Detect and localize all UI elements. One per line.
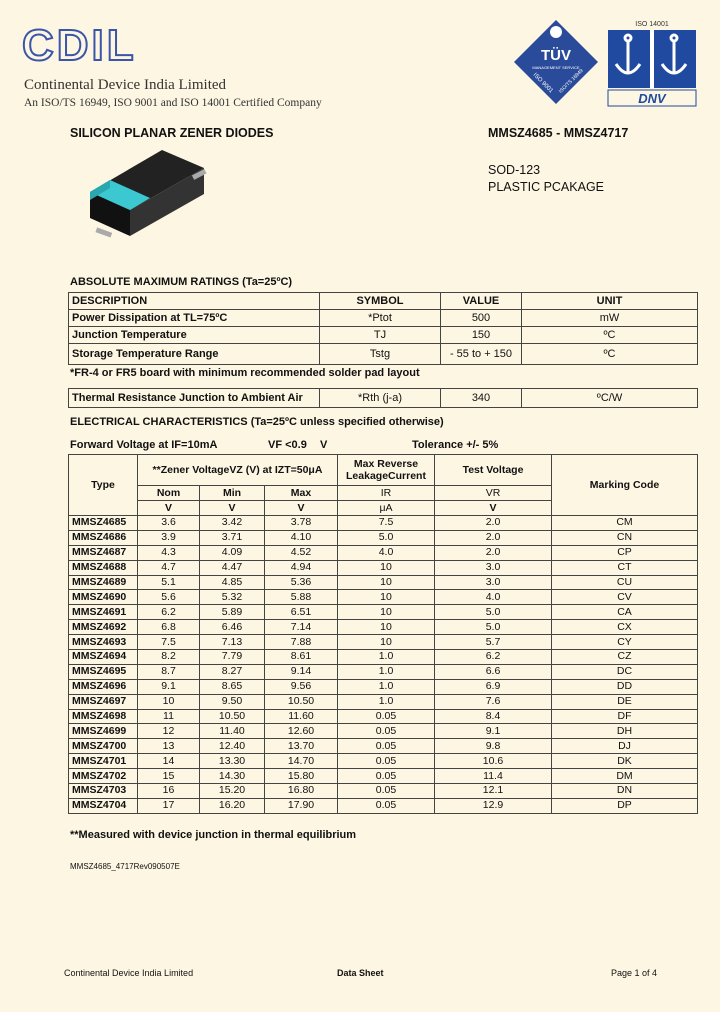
cell-value: 11.60 [265,709,338,724]
cell-value: 5.89 [200,605,265,620]
cell-value: 5.1 [138,575,200,590]
cell-value: 4.47 [200,560,265,575]
iso9001-text: ISO 9001 [531,72,554,95]
table-row [69,620,698,635]
certification-line: An ISO/TS 16949, ISO 9001 and ISO 14001 Certified Company [24,97,322,109]
cell-value: 4.3 [138,545,200,560]
col-description: DESCRIPTION [69,293,320,310]
table-row [69,545,698,560]
table-row [69,694,698,709]
table-row [69,798,698,813]
cell-type: MMSZ4701 [69,754,138,769]
table-row: Storage Temperature Range Tstg - 55 to + 150 ºC [69,344,698,365]
cell-value: 3.42 [200,516,265,531]
col-zener-voltage: **Zener VoltageVZ (V) at IZT=50μA [138,455,338,486]
cell-value: 13.30 [200,754,265,769]
col-value: VALUE [441,293,522,310]
cell-value: 17.90 [265,798,338,813]
cell-value: 9.50 [200,694,265,709]
cell-value: 6.9 [435,679,552,694]
cell-type: MMSZ4689 [69,575,138,590]
cell-value: 5.32 [200,590,265,605]
cell-value: 3.0 [435,575,552,590]
table-row [69,560,698,575]
table-row [69,739,698,754]
cell-value: 5.0 [338,530,435,545]
dnv-certification-badge [606,18,698,108]
cell-value: 0.05 [338,739,435,754]
cell-value: 3.9 [138,530,200,545]
cell-value: 6.46 [200,620,265,635]
cell-value: DD [552,679,698,694]
cell-value: 8.4 [435,709,552,724]
cell-value: 1.0 [338,664,435,679]
cell-value: 16.20 [200,798,265,813]
product-family-title: SILICON PLANAR ZENER DIODES [70,126,274,140]
cell-value: 10.6 [435,754,552,769]
cell-value: 10 [338,590,435,605]
col-unit: UNIT [522,293,698,310]
cell-value: 15 [138,769,200,784]
cell-value: 8.2 [138,650,200,665]
cell-value: 7.5 [338,516,435,531]
cell-value: 7.88 [265,635,338,650]
cell-type: MMSZ4699 [69,724,138,739]
cell-value: 11 [138,709,200,724]
part-range-title: MMSZ4685 - MMSZ4717 [488,126,629,140]
cell-type: MMSZ4694 [69,650,138,665]
cell-type: MMSZ4704 [69,798,138,813]
cell-value: 4.09 [200,545,265,560]
cell-type: MMSZ4695 [69,664,138,679]
document-code: MMSZ4685_4717Rev090507E [70,862,180,871]
cell-value: CV [552,590,698,605]
cell-value: 3.6 [138,516,200,531]
cell-value: 5.0 [435,620,552,635]
cell-value: DF [552,709,698,724]
cell-value: 10 [338,605,435,620]
electrical-heading: ELECTRICAL CHARACTERISTICS (Ta=25ºC unless specified otherwise) [70,416,444,428]
cell-type: MMSZ4691 [69,605,138,620]
cell-value: 8.65 [200,679,265,694]
cell-value: 6.8 [138,620,200,635]
cell-value: 11.4 [435,769,552,784]
isots-text: ISO/TS 16949 [557,67,585,95]
cell-value: 14 [138,754,200,769]
cell-value: 10.50 [265,694,338,709]
cell-value: 10 [338,575,435,590]
footer-title: Data Sheet [337,968,384,978]
cell-value: 6.51 [265,605,338,620]
table-row: Power Dissipation at TL=75ºC *Ptot 500 mW [69,310,698,327]
cell-type: MMSZ4700 [69,739,138,754]
cell-value: 12.60 [265,724,338,739]
cell-value: 5.7 [435,635,552,650]
cell-value: 4.0 [338,545,435,560]
cell-type: MMSZ4688 [69,560,138,575]
table-row [69,590,698,605]
cell-value: 15.20 [200,784,265,799]
cell-value: DH [552,724,698,739]
cell-value: 0.05 [338,769,435,784]
cell-value: 7.13 [200,635,265,650]
cell-value: CZ [552,650,698,665]
cell-type: MMSZ4693 [69,635,138,650]
table-row: Junction Temperature TJ 150 ºC [69,327,698,344]
cell-value: 6.6 [435,664,552,679]
cell-value: 5.36 [265,575,338,590]
cell-value: 0.05 [338,709,435,724]
cell-value: 8.7 [138,664,200,679]
table-row [69,754,698,769]
cell-value: 0.05 [338,754,435,769]
package-type: PLASTIC PCAKAGE [488,180,605,194]
table-row [69,784,698,799]
cell-value: 12.40 [200,739,265,754]
col-symbol: SYMBOL [320,293,441,310]
dnv-text: DNV [638,91,666,106]
footer-company: Continental Device India Limited [64,968,194,978]
cell-value: 13.70 [265,739,338,754]
cell-value: DP [552,798,698,813]
cell-value: CP [552,545,698,560]
cell-value: 7.14 [265,620,338,635]
cell-value: 12.9 [435,798,552,813]
cell-value: 4.7 [138,560,200,575]
table-row [69,679,698,694]
table-row [69,709,698,724]
cell-value: 12.1 [435,784,552,799]
cell-value: 14.70 [265,754,338,769]
tuv-text: TÜV [541,47,571,64]
cell-type: MMSZ4692 [69,620,138,635]
cell-value: 8.27 [200,664,265,679]
pcb-note: *FR-4 or FR5 board with minimum recommended solder pad layout [70,367,420,379]
table-row [69,575,698,590]
cell-value: 16.80 [265,784,338,799]
package-name: SOD-123 [488,163,541,177]
cell-value: 12 [138,724,200,739]
cell-value: 4.94 [265,560,338,575]
tuv-sub: MANAGEMENT SERVICE [532,65,580,70]
cell-value: 3.0 [435,560,552,575]
cell-value: 6.2 [435,650,552,665]
cell-value: 1.0 [338,694,435,709]
cell-value: DC [552,664,698,679]
table-row [69,769,698,784]
cell-value: 5.88 [265,590,338,605]
tolerance: Tolerance +/- 5% [412,439,499,451]
cell-value: 4.10 [265,530,338,545]
table-row [69,664,698,679]
cell-value: 1.0 [338,679,435,694]
col-test-voltage: Test Voltage [435,455,552,486]
cell-type: MMSZ4686 [69,530,138,545]
cell-value: DJ [552,739,698,754]
abs-max-heading: ABSOLUTE MAXIMUM RATINGS (Ta=25ºC) [70,276,293,288]
thermal-table [68,388,698,408]
cell-value: CY [552,635,698,650]
cell-value: 0.05 [338,724,435,739]
cell-value: CM [552,516,698,531]
col-marking: Marking Code [552,455,698,516]
cell-value: 16 [138,784,200,799]
cell-value: 10 [338,560,435,575]
cell-value: DE [552,694,698,709]
cell-type: MMSZ4702 [69,769,138,784]
cell-value: 7.6 [435,694,552,709]
cell-value: 6.2 [138,605,200,620]
cell-value: 10.50 [200,709,265,724]
cell-value: DM [552,769,698,784]
cell-value: 0.05 [338,798,435,813]
cell-type: MMSZ4696 [69,679,138,694]
table-row [69,635,698,650]
measurement-footnote: **Measured with device junction in thermal equilibrium [70,829,357,841]
table-row [69,605,698,620]
col-type: Type [69,455,138,516]
abs-max-table [68,292,698,365]
cell-value: DK [552,754,698,769]
cell-value: 8.61 [265,650,338,665]
cell-value: CX [552,620,698,635]
cell-value: 17 [138,798,200,813]
cell-value: CT [552,560,698,575]
cell-value: 11.40 [200,724,265,739]
cell-value: 1.0 [338,650,435,665]
cell-type: MMSZ4690 [69,590,138,605]
cell-value: 3.71 [200,530,265,545]
cell-value: 10 [338,620,435,635]
sod123-package-image [82,150,212,245]
cell-value: 15.80 [265,769,338,784]
cell-value: 14.30 [200,769,265,784]
cell-type: MMSZ4703 [69,784,138,799]
cell-value: CA [552,605,698,620]
cell-value: 2.0 [435,516,552,531]
cell-type: MMSZ4697 [69,694,138,709]
iso14001-text: ISO 14001 [635,21,669,28]
cell-value: 0.05 [338,784,435,799]
cell-value: 3.78 [265,516,338,531]
cell-value: 4.85 [200,575,265,590]
table-row: Thermal Resistance Junction to Ambient Air *Rth (j-a) 340 ºC/W [69,389,698,408]
cell-value: 5.6 [138,590,200,605]
cell-value: 9.56 [265,679,338,694]
footer-page-number: Page 1 of 4 [611,968,658,978]
table-row [69,530,698,545]
cell-value: 2.0 [435,545,552,560]
table-row [69,724,698,739]
cell-value: 2.0 [435,530,552,545]
vf-value: VF <0.9 [268,439,307,451]
cell-value: 7.5 [138,635,200,650]
table-row [69,516,698,531]
cell-type: MMSZ4685 [69,516,138,531]
cell-value: 10 [138,694,200,709]
col-leakage: Max Reverse LeakageCurrent [338,455,435,486]
cell-type: MMSZ4698 [69,709,138,724]
cell-value: 9.1 [435,724,552,739]
cell-value: 5.0 [435,605,552,620]
cell-value: 9.8 [435,739,552,754]
company-name: Continental Device India Limited [24,77,227,93]
cell-value: CN [552,530,698,545]
cell-value: DN [552,784,698,799]
cell-value: 7.79 [200,650,265,665]
table-row [69,650,698,665]
cell-value: 10 [338,635,435,650]
cell-value: 4.52 [265,545,338,560]
cell-value: 9.14 [265,664,338,679]
cell-value: 13 [138,739,200,754]
electrical-table: Type **Zener VoltageVZ (V) at IZT=50μA Max Reverse LeakageCurrent Test Voltage Marking Code Nom Min Max IR VR V V V μA V MMSZ4685 3.6 3.42 3.78 7.5 2.0 CM MMSZ4686 3.9 3.71 4.10 5.0 2.0 CN MMSZ4687 4.3 4.09 4.52 4.0 2.0 CP MMSZ4688 4.7 4.47 4.94 10 3.0 CT MMSZ4689 5.1 4.85 5.36 10 3.0 CU MMSZ4690 5.6 5.32 5.88 10 4.0 CV MMSZ4691 6.2 5.89 6.51 10 5.0 CA MMSZ4692 6.8 6.46 7.14 10 5.0 CX MMSZ4693 7.5 7.13 7.88 10 5.7 CY MMSZ4694 8.2 7.79 8.61 1.0 6.2 CZ MMSZ4695 8.7 8.27 9.14 1.0 6.6 DC MMSZ4696 9.1 8.65 9.56 1.0 6.9 DD MMSZ4697 10 9.50 10.50 1.0 7.6 DE MMSZ4698 11 10.50 11.60 0.05 8.4 DF MMSZ4699 12 11.40 12.60 0.05 9.1 DH MMSZ4700 13 12.40 13.70 0.05 9.8 DJ MMSZ4701 14 13.30 14.70 0.05 10.6 DK MMSZ4702 15 14.30 15.80 0.05 11.4 DM MMSZ4703 16 15.20 16.80 0.05 12.1 DN MMSZ4704 17 16.20 17.90 0.05 12.9 DP [68,454,698,814]
cell-type: MMSZ4687 [69,545,138,560]
cell-value: 9.1 [138,679,200,694]
forward-voltage-label: Forward Voltage at IF=10mA [70,439,218,451]
company-logo: CDIL [22,21,137,70]
cell-value: 4.0 [435,590,552,605]
tuv-certification-badge [512,18,600,106]
cell-value: CU [552,575,698,590]
vf-unit: V [320,439,328,451]
